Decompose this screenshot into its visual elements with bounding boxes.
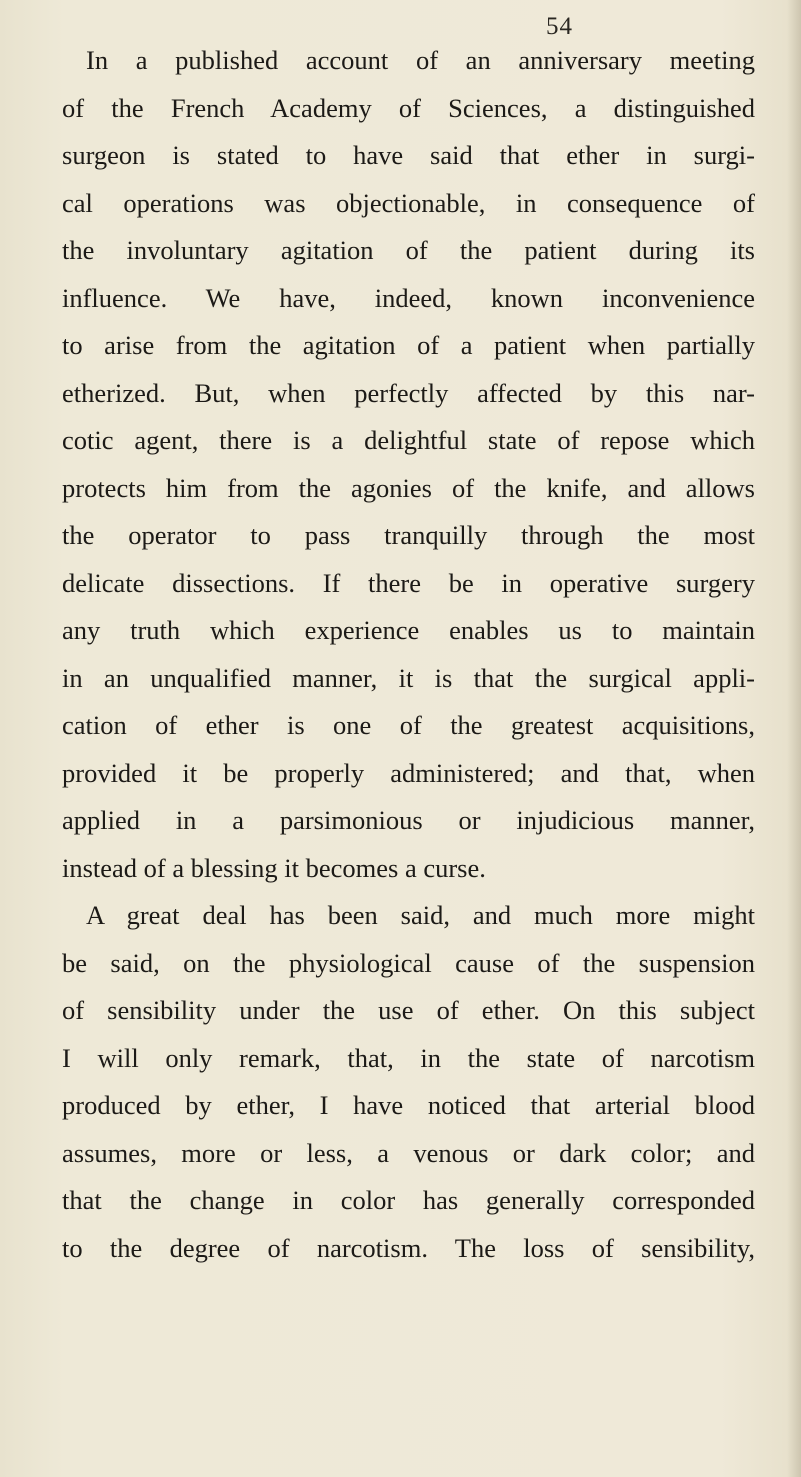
text-line: to the degree of narcotism. The loss of sensibility, bbox=[62, 1232, 755, 1263]
text-line: assumes, more or less, a venous or dark color; and bbox=[62, 1137, 755, 1168]
text-line: etherized. But, when perfectly affected by this nar- bbox=[62, 377, 755, 408]
text-line: protects him from the agonies of the knife, and allows bbox=[62, 472, 755, 503]
text-line: instead of a blessing it becomes a curse. bbox=[62, 852, 486, 883]
text-line: that the change in color has generally corresponded bbox=[62, 1185, 755, 1215]
text-line: applied in a parsimonious or injudicious manner, bbox=[62, 805, 755, 835]
text-line: In a published account of an anniversary meeting bbox=[86, 45, 755, 75]
text-line: A great deal has been said, and much more might bbox=[86, 900, 755, 930]
text-line: any truth which experience enables us to maintain bbox=[62, 615, 755, 645]
text-line: cal operations was objectionable, in consequence of bbox=[62, 187, 755, 218]
text-line: the involuntary agitation of the patient during its bbox=[62, 235, 755, 265]
text-line: I will only remark, that, in the state of narcotism bbox=[62, 1042, 755, 1073]
text-line: produced by ether, I have noticed that arterial blood bbox=[62, 1090, 755, 1120]
text-line: in an unqualified manner, it is that the surgical appli- bbox=[62, 662, 755, 693]
text-line: surgeon is stated to have said that ether in surgi- bbox=[62, 140, 755, 170]
text-line: of the French Academy of Sciences, a distinguished bbox=[62, 92, 755, 123]
text-line: provided it be properly administered; and that, when bbox=[62, 757, 755, 788]
text-line: the operator to pass tranquilly through the most bbox=[62, 520, 755, 550]
text-line: of sensibility under the use of ether. On this subject bbox=[62, 995, 755, 1025]
text-line: delicate dissections. If there be in operative surgery bbox=[62, 567, 755, 598]
text-line: influence. We have, indeed, known inconvenience bbox=[62, 282, 755, 313]
text-line: be said, on the physiological cause of the suspension bbox=[62, 947, 755, 978]
text-line: to arise from the agitation of a patient when partially bbox=[62, 330, 755, 360]
body-text bbox=[62, 40, 755, 1290]
page-number: 54 bbox=[546, 13, 573, 40]
page-edge-shadow bbox=[787, 0, 801, 1477]
text-line: cation of ether is one of the greatest acquisitions, bbox=[62, 710, 755, 740]
text-line: cotic agent, there is a delightful state of repose which bbox=[62, 425, 755, 455]
